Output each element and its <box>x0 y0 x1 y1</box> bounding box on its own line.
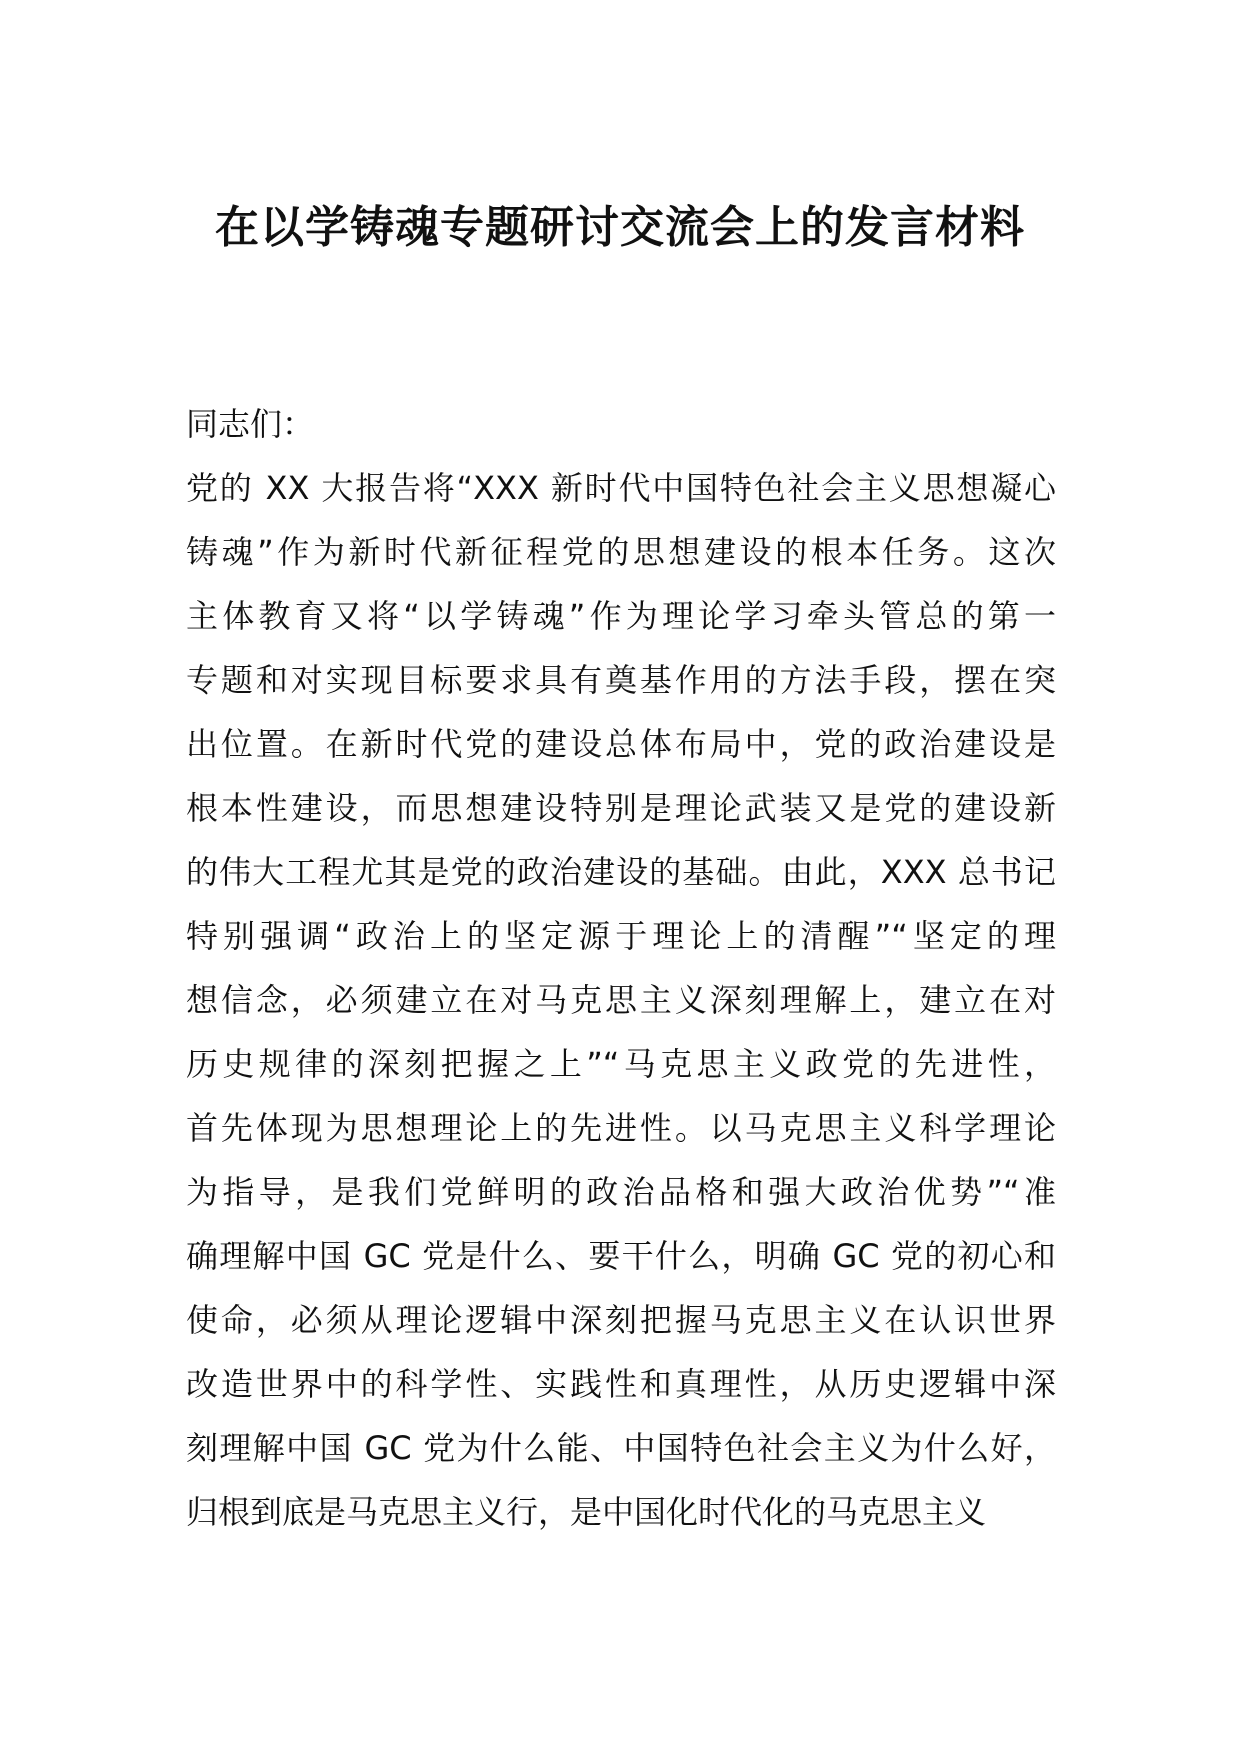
paragraph-line: 主体教育又将“以学铸魂”作为理论学习牵头管总的第一 <box>186 597 1056 635</box>
document-title: 在以学铸魂专题研讨交流会上的发言材料 <box>215 202 1025 253</box>
paragraph-line: 出位置。在新时代党的建设总体布局中，党的政治建设是 <box>186 725 1056 763</box>
paragraph-line: 专题和对实现目标要求具有奠基作用的方法手段，摆在突 <box>186 661 1056 699</box>
paragraph-line: 想信念，必须建立在对马克思主义深刻理解上，建立在对 <box>186 981 1056 1019</box>
salutation: 同志们： <box>186 405 315 443</box>
paragraph-line: 历史规律的深刻把握之上”“马克思主义政党的先进性， <box>186 1045 1056 1083</box>
paragraph-line: 党的 XX 大报告将“XXX 新时代中国特色社会主义思想凝心 <box>186 469 1056 507</box>
paragraph-line: 为指导，是我们党鲜明的政治品格和强大政治优势”“准 <box>186 1173 1056 1211</box>
paragraph-line: 首先体现为思想理论上的先进性。以马克思主义科学理论 <box>186 1109 1056 1147</box>
paragraph-line: 改造世界中的科学性、实践性和真理性，从历史逻辑中深 <box>186 1365 1056 1403</box>
paragraph-line: 刻理解中国 GC 党为什么能、中国特色社会主义为什么好， <box>186 1429 1056 1467</box>
paragraph-line: 使命，必须从理论逻辑中深刻把握马克思主义在认识世界 <box>186 1301 1056 1339</box>
paragraph-line: 铸魂”作为新时代新征程党的思想建设的根本任务。这次 <box>186 533 1056 571</box>
document-body <box>186 392 1056 1544</box>
paragraph-line: 确理解中国 GC 党是什么、要干什么，明确 GC 党的初心和 <box>186 1237 1056 1275</box>
paragraph-line: 特别强调“政治上的坚定源于理论上的清醒”“坚定的理 <box>186 917 1056 955</box>
paragraph-line: 归根到底是马克思主义行，是中国化时代化的马克思主义 <box>186 1493 987 1531</box>
paragraph-line: 根本性建设，而思想建设特别是理论武装又是党的建设新 <box>186 789 1056 827</box>
paragraph-line: 的伟大工程尤其是党的政治建设的基础。由此，XXX 总书记 <box>186 853 1056 891</box>
